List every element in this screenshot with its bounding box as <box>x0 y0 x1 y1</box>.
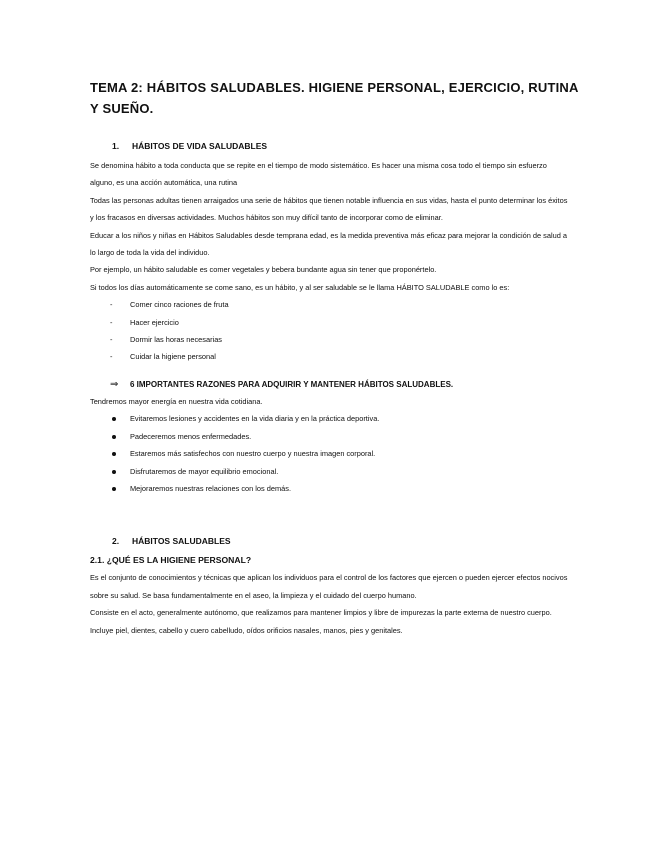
list-item <box>90 348 570 365</box>
section-1-heading <box>90 138 570 155</box>
page-title: TEMA 2: HÁBITOS SALUDABLES. HIGIENE PERSONAL, EJERCICIO, RUTINA Y SUEÑO. <box>90 80 579 116</box>
arrow-right-icon: ⇒ <box>110 378 119 390</box>
list-item <box>90 480 570 497</box>
list-item <box>90 445 570 462</box>
paragraph-hygiene-definition: Es el conjunto de conocimientos y técnicas que aplican los individuos para el control de los factores que ejercen o pueden ejercer efectos nocivos sobre su salud. Se basa fundamentalmente en el aseo, la limpieza y el cuidado del cuerpo humano. <box>90 573 568 600</box>
dash-marker: - <box>110 300 113 310</box>
paragraph-hygiene-includes: Incluye piel, dientes, cabello y cuero cabelludo, oídos orificios nasales, manos, pies y genitales. <box>90 625 403 635</box>
section-spacer <box>90 497 570 533</box>
reasons-heading <box>90 376 570 393</box>
list-item-text: Disfrutaremos de mayor equilibrio emocional. <box>130 466 279 476</box>
list-item-text: Dormir las horas necesarias <box>130 335 223 345</box>
reasons-list <box>90 410 570 497</box>
section-1-number: 1. <box>112 141 120 151</box>
paragraph-educate-children: Educar a los niños y niñas en Hábitos Saludables desde temprana edad, es la medida preventiva más eficaz para mejorar la condición de salud a lo largo de toda la vida del individuo. <box>90 230 567 258</box>
list-item-text: Padeceremos menos enfermedades. <box>130 431 252 441</box>
reasons-intro: Tendremos mayor energía en nuestra vida cotidiana. <box>90 396 263 406</box>
dash-marker: - <box>110 317 113 327</box>
list-item-text: Evitaremos lesiones y accidentes en la vida diaria y en la práctica deportiva. <box>130 414 380 424</box>
section-1-title: HÁBITOS DE VIDA SALUDABLES <box>132 141 268 151</box>
list-item-text: Cuidar la higiene personal <box>130 352 216 362</box>
list-item-text: Estaremos más satisfechos con nuestro cuerpo y nuestra imagen corporal. <box>130 449 376 459</box>
paragraph-hygiene-act: Consiste en el acto, generalmente autónomo, que realizamos para mantener limpios y libre de impurezas la parte externa de nuestro cuerpo. <box>90 608 552 618</box>
examples-list <box>90 296 570 366</box>
list-item <box>90 463 570 480</box>
paragraph-example: Por ejemplo, un hábito saludable es comer vegetales y bebera bundante agua sin tener que proponértelo. <box>90 265 437 275</box>
dash-marker: - <box>110 335 113 345</box>
paragraph-adults-habits: Todas las personas adultas tienen arraigados una serie de hábitos que tienen notable influencia en sus vidas, hasta el punto determinar los éxitos y los fracasos en diversas actividades. Muchos hábitos son muy difícil tanto de incorporar como de eliminar. <box>90 195 568 223</box>
list-item <box>90 296 570 313</box>
list-item-text: Comer cinco raciones de fruta <box>130 300 229 310</box>
paragraph-habit-definition: Se denomina hábito a toda conducta que se repite en el tiempo de modo sistemático. Es hacer una misma cosa todo el tiempo sin esfuerzo alguno, es una acción automática, una rutina <box>90 161 547 188</box>
list-item <box>90 410 570 427</box>
section-2-number: 2. <box>112 536 120 547</box>
dash-marker: - <box>110 352 113 362</box>
list-item <box>90 428 570 445</box>
paragraph-healthy-habit: Si todos los días automáticamente se come sano, es un hábito, y al ser saludable se le llama HÁBITO SALUDABLE como lo es: <box>90 282 510 292</box>
document-body <box>90 138 570 639</box>
list-item-text: Mejoraremos nuestras relaciones con los demás. <box>130 483 292 493</box>
section-2-heading <box>90 533 570 550</box>
section-2-title: HÁBITOS SALUDABLES <box>132 536 231 547</box>
reasons-heading-text: 6 IMPORTANTES RAZONES PARA ADQUIRIR Y MANTENER HÁBITOS SALUDABLES. <box>130 379 454 389</box>
subsection-2-1-heading: 2.1. ¿QUÉ ES LA HIGIENE PERSONAL? <box>90 555 252 566</box>
list-item <box>90 314 570 331</box>
list-item-text: Hacer ejercicio <box>130 317 179 327</box>
list-item <box>90 331 570 348</box>
